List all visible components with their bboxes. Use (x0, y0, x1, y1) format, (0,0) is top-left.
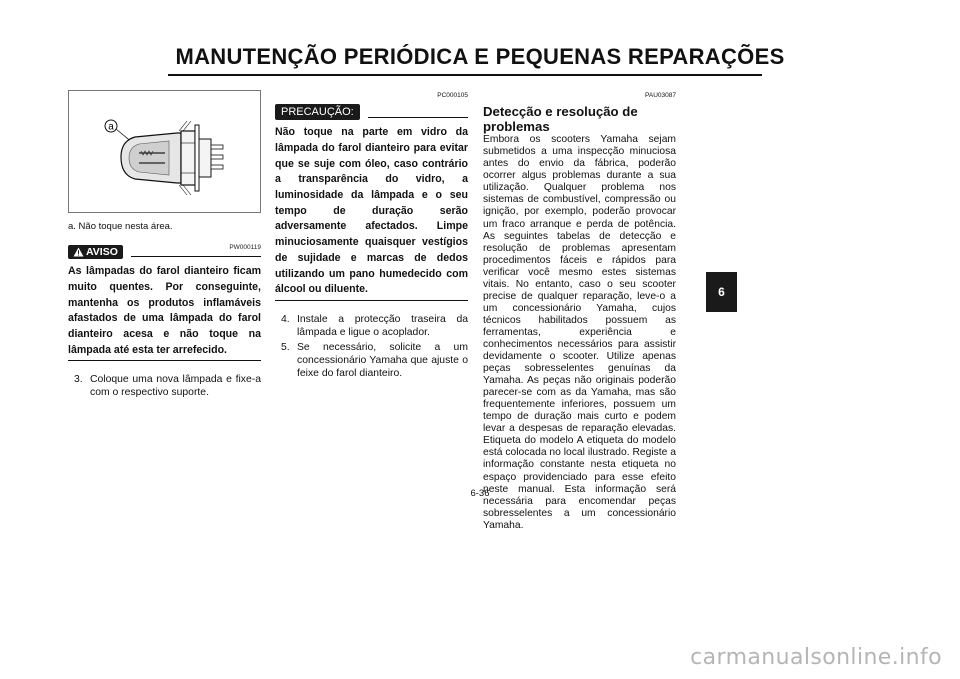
step-number: 4. (281, 313, 290, 325)
warning-badge-label: AVISO (86, 246, 118, 258)
column-right (483, 90, 676, 532)
warning-end-rule (68, 360, 261, 361)
figure-label: a (108, 121, 114, 133)
step-text: Se necessário, solicite a um concessionário Yamaha que ajuste o feixe do farol dianteiro. (297, 341, 468, 379)
caution-badge: PRECAUÇÃO: (275, 104, 360, 120)
column-middle (275, 90, 468, 382)
list-item (68, 373, 261, 399)
caution-code: PC000105 (437, 92, 468, 99)
step-text: Coloque uma nova lâmpada e fixe-a com o respectivo suporte. (90, 374, 261, 399)
warning-rule (131, 244, 261, 257)
list-item (275, 313, 468, 339)
steps-list-middle (275, 313, 468, 380)
column-left (68, 90, 261, 401)
figure-caption: a. Não toque nesta área. (68, 221, 173, 232)
warning-triangle-icon (73, 247, 84, 257)
caution-end-rule (275, 300, 468, 301)
watermark: carmanualsonline.info (690, 645, 942, 670)
page-number: 6-36 (470, 488, 490, 499)
step-number: 3. (74, 374, 83, 386)
caution-rule (368, 117, 468, 118)
step-text: Instale a protecção traseira da lâmpada e ligue o acoplador. (297, 313, 468, 338)
section-code: PAU03087 (645, 92, 676, 99)
warning-text: As lâmpadas do farol dianteiro ficam muito quentes. Por conseguinte, mantenha os produtos inflamáveis afastados de uma lâmpada do farol dianteiro acesa e não toque na lâmpada até esta ter arrefecido. (68, 265, 261, 356)
warning-badge (68, 245, 123, 259)
warning-header (68, 243, 261, 259)
chapter-tab: 6 (706, 272, 737, 312)
page-header-title: MANUTENÇÃO PERIÓDICA E PEQUENAS REPARAÇÕES (175, 44, 785, 69)
section-body: Embora os scooters Yamaha sejam submetidos a uma inspecção minuciosa antes do envio da fábrica, poderão ocorrer algus problemas durante a sua utilização. Qualquer problema nos sistemas de combustível, compressão ou ignição, por exemplo, poderão provocar um fraco arranque e perda de potência. As seguintes tabelas de detecção e resolução de problemas apresentam procedimentos fáceis e rápidos para verificar você mesmo estes sistemas vitais. No entanto, caso o seu scooter precise de qualquer reparação, leve-o a um concessionário Yamaha, cujos técnicos habilitados possuem as ferramentas, experiência e conhecimentos necessários para assistir devidamente o scooter. Utilize apenas peças sobresselentes genuínas da Yamaha. As peças não originais poderão parecer-se com as da Yamaha, mas são frequentemente inferiores, possuem um tempo de duração mais curto e podem levar a despesas de reparação elevadas. Etiqueta do modelo A etiqueta do modelo está colocada no local ilustrado. Registe a informação constante nesta etiqueta no espaço providenciado para esse efeito neste manual. Esta informação será necessária para encomendar peças sobresselentes a um concessionário Yamaha. (483, 134, 676, 531)
headlight-bulb-icon (69, 91, 260, 212)
caution-text: Não toque na parte em vidro da lâmpada do farol dianteiro para evitar que se suje com óleo, caso contrário a transparência do vidro, a luminosidade da lâmpada e o seu tempo de duração serão adversamente afectados. Limpe minuciosamente quaisquer vestígios de sujidade e marcas de dedos utilizando um pano humedecido com álcool ou diluente. (275, 126, 468, 296)
steps-list-left (68, 373, 261, 399)
section-title: Detecção e resolução de problemas (483, 104, 638, 135)
header-rule (168, 74, 762, 76)
warning-code: PW000119 (229, 244, 261, 252)
caution-header (275, 104, 468, 120)
bulb-illustration (68, 90, 261, 213)
list-item (275, 341, 468, 380)
step-number: 5. (281, 341, 290, 353)
